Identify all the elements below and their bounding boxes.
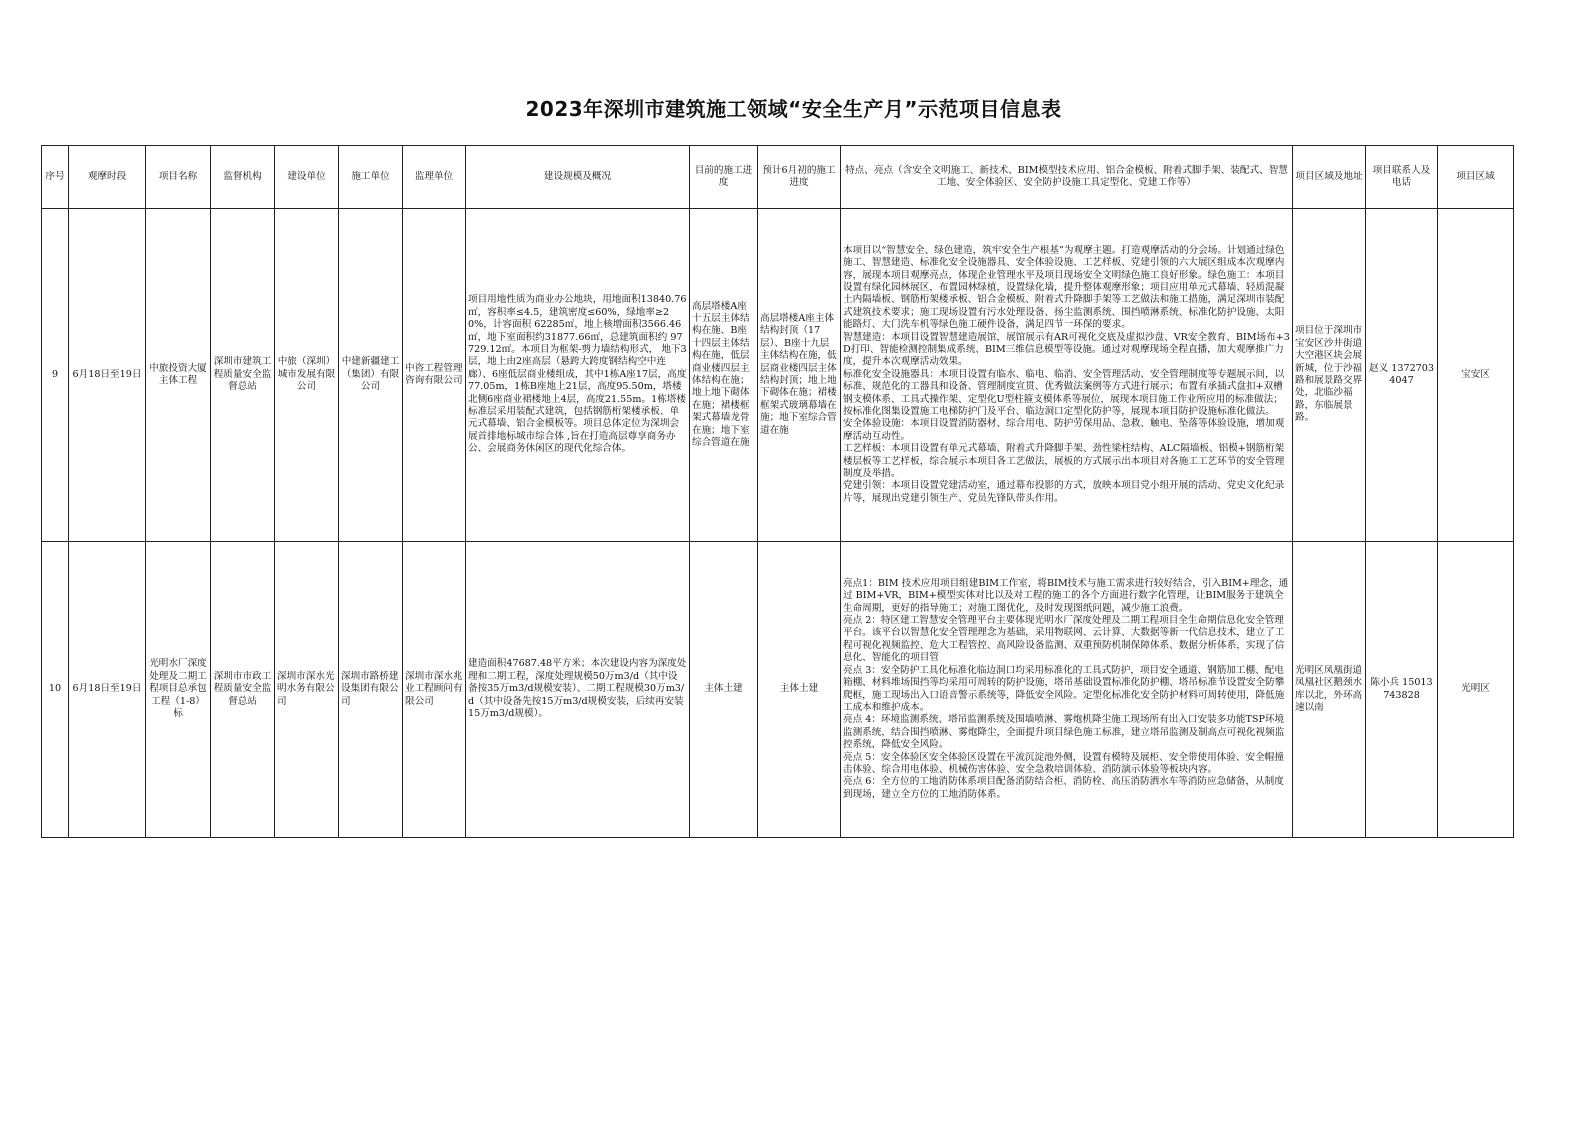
cell-contractor: 中建新疆建工（集团）有限公司 — [339, 209, 403, 542]
col-header-supervision: 监理单位 — [403, 146, 466, 209]
cell-builder: 中旅（深圳）城市发展有限公司 — [275, 209, 339, 542]
cell-contact: 陈小兵 15013743828 — [1366, 542, 1438, 838]
feature-paragraph: 亮点 4：环境监测系统、塔吊监测系统及围墙喷淋、雾炮机降尘施工现场所有出入口安装多功能TSP环境监测系统，结合围挡喷淋、雾炮降尘，全面提升项目绿色施工标准，建立塔吊监测及制高点可视化视频监控系统，降低安全风险。 — [843, 714, 1285, 751]
cell-builder: 深圳市深水光明水务有限公司 — [275, 542, 339, 838]
feature-paragraph: 安全体验设施：本项目设置消防器材、综合用电、防护劳保用品、急救、触电、坠落等体验设施，增加观摩活动互动性。 — [843, 418, 1285, 442]
page-title: 2023年深圳市建筑施工领域“安全生产月”示范项目信息表 — [525, 97, 1062, 121]
cell-period: 6月18日至19日 — [69, 542, 146, 838]
cell-supervisor: 深圳市市政工程质量安全监督总站 — [211, 542, 275, 838]
feature-paragraph: 亮点 5：安全体验区安全体验区设置在平流沉淀池外侧，设置有模特及展柜、安全带使用体验、安全帽撞击体验、综合用电体验、机械伤害体验、安全急救培训体验、消防演示体验等板块内容。 — [843, 751, 1284, 775]
col-header-no: 序号 — [42, 146, 69, 209]
project-info-table — [41, 145, 1514, 838]
cell-features — [841, 209, 1293, 542]
col-header-supervisor: 监督机构 — [211, 146, 275, 209]
cell-supervision: 中咨工程管理咨询有限公司 — [403, 209, 466, 542]
table-row — [42, 209, 1514, 542]
col-header-builder: 建设单位 — [275, 146, 339, 209]
cell-project-name: 光明水厂深度处理及二期工程项目总承包工程（1-8）标 — [146, 542, 211, 838]
col-header-progress: 目前的施工进度 — [690, 146, 758, 209]
cell-address: 项目位于深圳市宝安区沙井街道大空港区块会展新城，位于沙福路和展景路交界处，北临沙福路，东临展景路。 — [1293, 209, 1366, 542]
cell-no: 9 — [42, 209, 69, 542]
col-header-address: 项目区域及地址 — [1293, 146, 1366, 209]
cell-planned: 主体土建 — [758, 542, 841, 838]
col-header-planned: 预计6月初的施工进度 — [758, 146, 841, 209]
col-header-district: 项目区域 — [1438, 146, 1514, 209]
cell-project-name: 中旅投资大厦主体工程 — [146, 209, 211, 542]
cell-no: 10 — [42, 542, 69, 838]
feature-paragraph: 亮点1：BIM 技术应用项目组建BIM工作室，将BIM技术与施工需求进行较好结合，引入BIM+理念，通过 BIM+VR，BIM+模型实体对比以及对工程的施工的各个方面进行数字化管理，让BIM服务于建筑全生命周期，更好的指导施工；对施工图优化，及时发现图纸问题，减少施工浪费。 — [843, 577, 1289, 614]
feature-paragraph: 亮点 2：特区建工智慧安全管理平台主要体现光明水厂深度处理及二期工程项目全生命期信息化安全管理平台。该平台以智慧化安全管理理念为基础，采用物联网、云计算、大数据等新一代信息技术，建立了工程可视化视频监控、危大工程管控、高风险设备监测、双重预防机制保障体系、数据分析体系，实现了信息化、智能化的项目管 — [843, 615, 1285, 664]
cell-overview: 建造面积47687.48平方米；本次建设内容为深度处理和二期工程，深度处理规模50万m3/d（其中设备按35万m3/d规模安装）、二期工程规模30万m3/d（其中设备先按15万m3/d规模安装，后续再安装15万m3/d规模）。 — [466, 542, 690, 838]
cell-progress: 主体土建 — [690, 542, 758, 838]
feature-paragraph: 工艺样板：本项目设置有单元式幕墙、附着式升降脚手架、劲性梁柱结构、ALC隔墙板、铝模+钢筋桁架楼层板等工艺样板，综合展示本项目各工艺做法，展板的方式展示出本项目对各施工工艺环节的安全管理制度及举措。 — [843, 443, 1285, 480]
cell-address: 光明区凤凰街道凤凰社区鹅颈水库以北，外环高速以南 — [1293, 542, 1366, 838]
header-row — [42, 146, 1514, 209]
col-header-contractor: 施工单位 — [339, 146, 403, 209]
feature-paragraph: 亮点 3：安全防护工具化标准化临边洞口均采用标准化的工具式防护，项目安全通道、钢筋加工棚、配电箱棚、材料堆场围挡等均采用可周转的防护设施，塔吊基础设置标准化防护棚、塔吊标准节设置安全防攀爬框，施工现场出入口语音警示系统等，降低安全风险。定型化标准化安全防护材料可周转使用，降低施工成本和维护成本。 — [843, 664, 1285, 713]
cell-contractor: 深圳市路桥建设集团有限公司 — [339, 542, 403, 838]
cell-progress: 高层塔楼A座十五层主体结构在施、B座十四层主体结构在施，低层商业楼四层主体结构在施；地上地下砌体在施；裙楼框架式幕墙龙骨在施；地下室综合管道在施 — [690, 209, 758, 542]
col-header-name: 项目名称 — [146, 146, 211, 209]
cell-supervisor: 深圳市建筑工程质量安全监督总站 — [211, 209, 275, 542]
col-header-overview: 建设规模及概况 — [466, 146, 690, 209]
col-header-period: 观摩时段 — [69, 146, 146, 209]
cell-district: 宝安区 — [1438, 209, 1514, 542]
feature-paragraph: 标准化安全设施器具：本项目设置有临水、临电、临消、安全管理活动、安全管理制度等专题展示间，以标准、规范化的工器具和设备、管理制度宣贯、优秀做法案例等方式进行展示；布置有承插式盘扣+双槽钢支模体系、工具式操作架、定型化U型柱箍支模体系等展位，展现本项目施工作业所应用的标准做法；按标准化图集设置施工电梯防护门及平台、临边洞口定型化防护等，展现本项目防护设施标准化做法。 — [843, 368, 1285, 418]
cell-overview: 项目用地性质为商业办公地块，用地面积13840.76㎡，容积率≤4.5，建筑密度≤60%，绿地率≥20%，计容面积 62285㎡，地上核增面积3566.46 ㎡，地下室面积约31877.66㎡，总建筑面积约 97729.12㎡。本项目为框架-剪力墙结构形式， 地下3层，地上由2座高层（悬跨大跨度钢结构空中连廊）、6座低层商业楼组成，其中1栋A座17层，高度77.05m，1栋B座地上21层，高度95.50m，塔楼北侧6座商业裙楼地上4层，高度21.55m。1栋塔楼标准层采用装配式建筑，包括钢筋桁架楼承板、单元式幕墙、铝合金模板等。项目总体定位为深圳会展首排地标城市综合体 ,旨在打造高层尊享商务办公、会展商务休闲区的现代化综合体。 — [466, 209, 690, 542]
cell-features — [841, 542, 1293, 838]
feature-paragraph: 党建引领：本项目设置党建活动室，通过幕布投影的方式，放映本项目党小组开展的活动、党史文化纪录片等，展现出党建引领生产、党员先锋队带头作用。 — [843, 480, 1285, 504]
feature-paragraph: 本项目以“智慧安全、绿色建造，筑牢安全生产根基”为观摩主题。打造观摩活动的分会场。计划通过绿色施工、智慧建造、标准化安全设施器具、安全体验设施、工艺样板、党建引领的六大展区组成本次观摩内容，展现本项目观摩亮点，体现企业管理水平及项目现场安全文明绿色施工良好形象。绿色施工：本项目设置有绿化园林展区，布置园林绿植，设置绿化墙，提升整体观摩形象；项目应用单元式幕墙、轻质混凝土内隔墙板、钢筋桁架楼承板、铝合金模板、附着式升降脚手架等工艺做法和施工措施，满足深圳市装配式建筑技术要求；施工现场设置有污水处理设备、扬尘监测系统、围挡喷淋系统、标准化防护设施、太阳能路灯、大门洗车机等绿色施工硬件设备，满足四节一环保的要求。 — [843, 244, 1285, 331]
cell-period: 6月18日至19日 — [69, 209, 146, 542]
cell-contact: 赵义 13727034047 — [1366, 209, 1438, 542]
feature-paragraph: 智慧建造：本项目设置智慧建造展馆，展馆展示有AR可视化交底及虚拟沙盘、VR安全教育、BIM场布+3D打印、智能检测控制集成系统、BIM三维信息模型等设施。通过对观摩现场全程直播，加大观摩推广力度，提升本次观摩活动效果。 — [843, 331, 1290, 368]
col-header-features: 特点、亮点（含安全文明施工、新技术、BIM模型技术应用、铝合金模板、附着式脚手架、装配式、智慧工地、安全体验区、安全防护设施工具定型化、党建工作等） — [841, 146, 1293, 209]
cell-district: 光明区 — [1438, 542, 1514, 838]
cell-planned: 高层塔楼A座主体结构封顶（17层）、B座十九层主体结构在施，低层商业楼四层主体结构封顶；地上地下砌体在施；裙楼框架式玻璃幕墙在施；地下室综合管道在施 — [758, 209, 841, 542]
feature-paragraph: 亮点 6：全方位的工地消防体系项目配备消防结合柜、消防栓、高压消防洒水车等消防应急储备，从制度到现场，建立全方位的工地消防体系。 — [843, 776, 1284, 800]
col-header-contact: 项目联系人及电话 — [1366, 146, 1438, 209]
table-row — [42, 542, 1514, 838]
cell-supervision: 深圳市深水兆业工程顾问有限公司 — [403, 542, 466, 838]
